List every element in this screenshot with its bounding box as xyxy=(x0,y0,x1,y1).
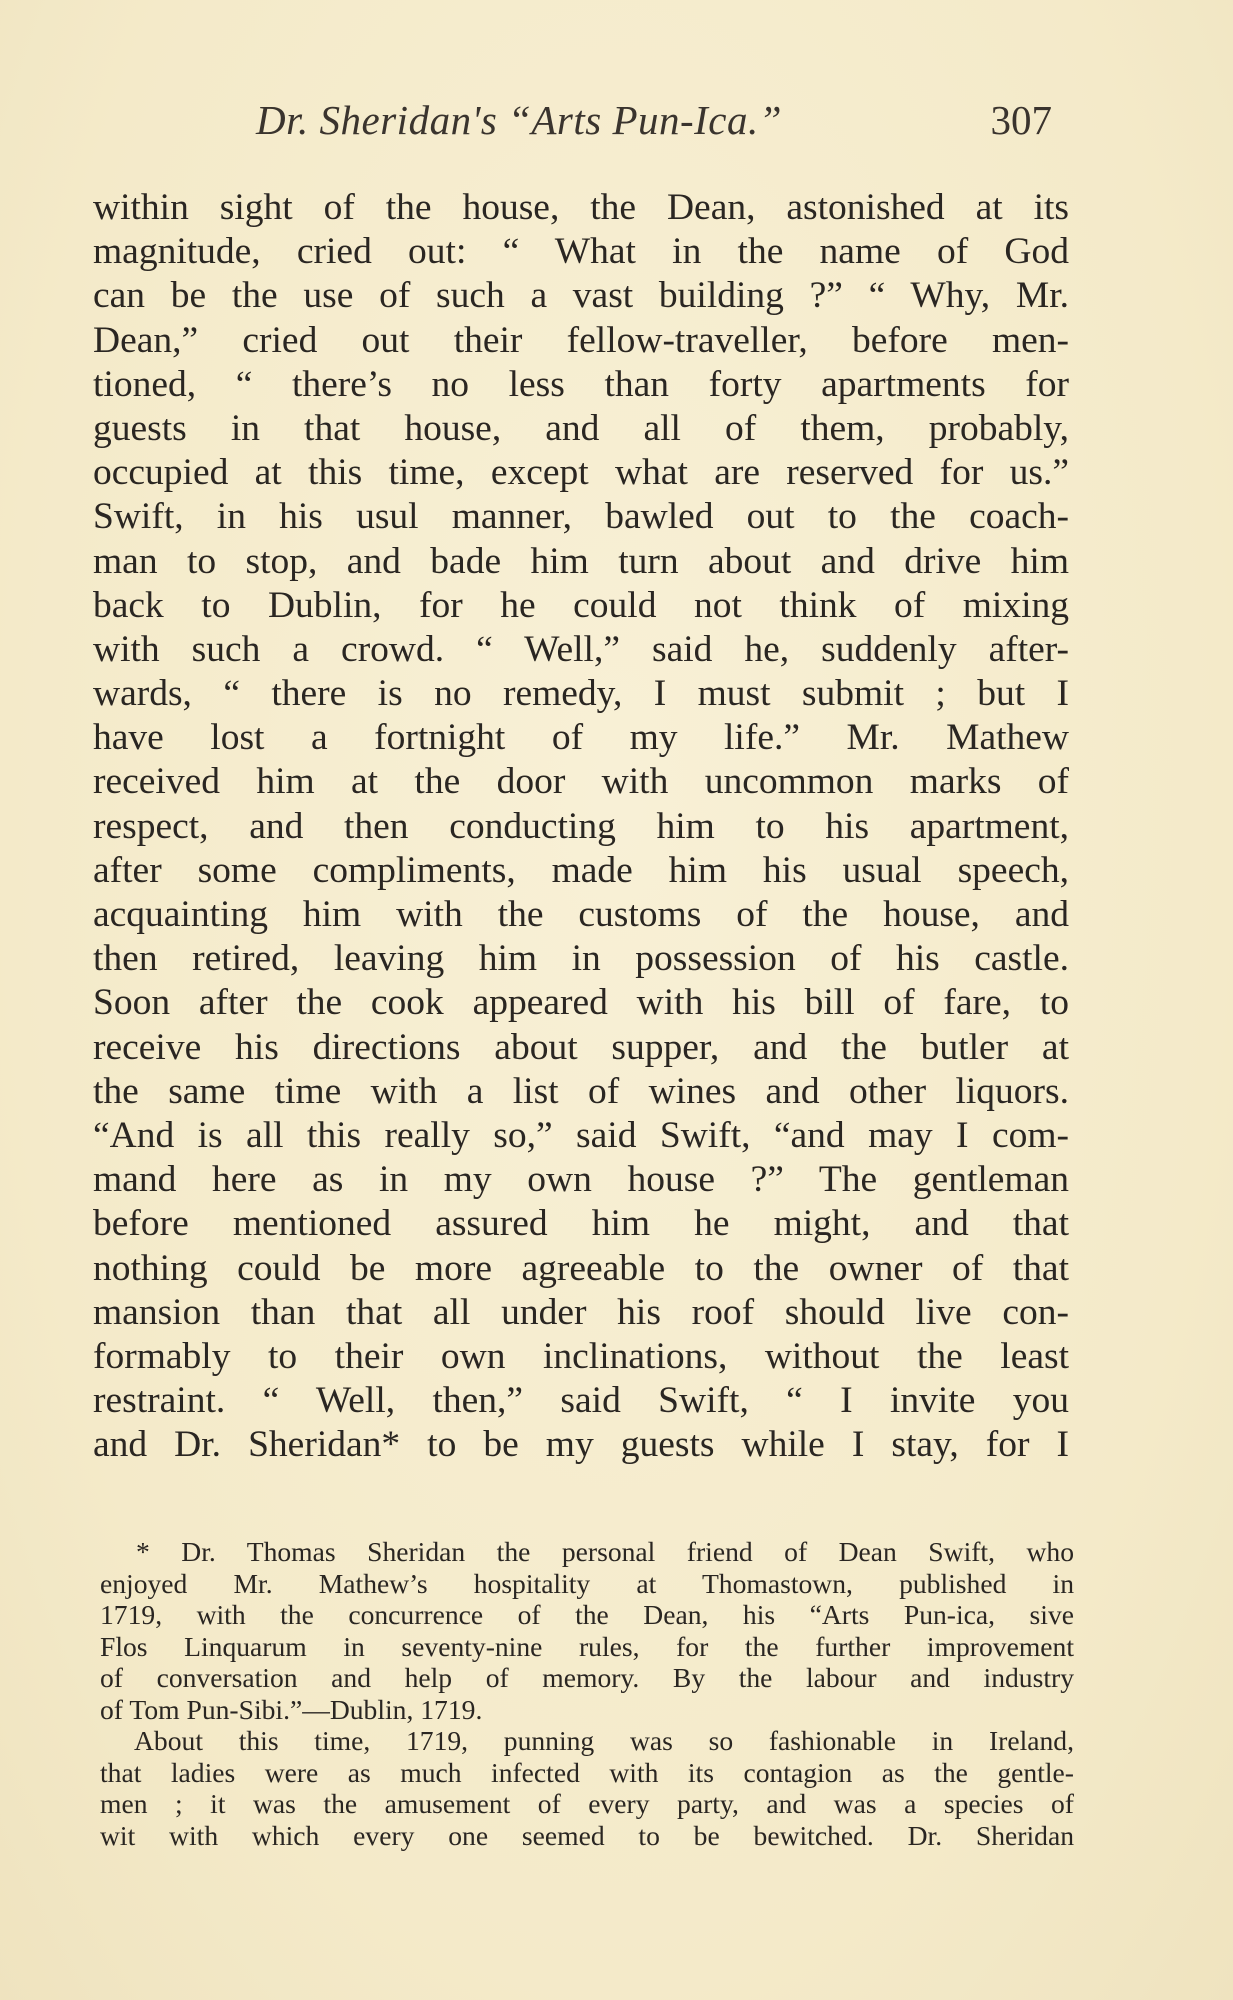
body-line: occupied at this time, except what are reserved for us.” xyxy=(93,452,1069,494)
body-line: magnitude, cried out: “ What in the name of God xyxy=(93,231,1069,273)
footnote-line: men ; it was the amusement of every party, and was a species of xyxy=(100,1788,1074,1819)
body-line: respect, and then conducting him to his apartment, xyxy=(93,805,1069,847)
body-line: mand here as in my own house ?” The gentleman xyxy=(93,1159,1069,1201)
body-line: can be the use of such a vast building ?” “ Why, Mr. xyxy=(93,275,1069,317)
body-line: “And is all this really so,” said Swift, “and may I com- xyxy=(93,1114,1069,1156)
footnote-line: that ladies were as much infected with its contagion as the gentle- xyxy=(100,1756,1074,1788)
footnote-line: * Dr. Thomas Sheridan the personal friend of Dean Swift, who xyxy=(136,1536,1074,1567)
body-line: receive his directions about supper, and the butler at xyxy=(93,1026,1069,1068)
body-line: received him at the door with uncommon marks of xyxy=(93,761,1069,803)
page-number: 307 xyxy=(990,97,1052,143)
body-line: Swift, in his usul manner, bawled out to the coach- xyxy=(93,496,1069,538)
body-line: wards, “ there is no remedy, I must submit ; but I xyxy=(93,673,1069,715)
running-head xyxy=(96,96,1056,152)
footnote-line: 1719, with the concurrence of the Dean, his “Arts Pun-ica, sive xyxy=(100,1599,1074,1630)
body-line: restraint. “ Well, then,” said Swift, “ I invite you xyxy=(93,1380,1069,1422)
body-line: man to stop, and bade him turn about and drive him xyxy=(93,540,1069,582)
body-line: within sight of the house, the Dean, astonished at its xyxy=(93,187,1069,228)
body-line: before mentioned assured him he might, and that xyxy=(93,1203,1069,1245)
footnote-line: of Tom Pun-Sibi.”—Dublin, 1719. xyxy=(100,1693,483,1725)
footnote-line: of conversation and help of memory. By the labour and industry xyxy=(100,1662,1074,1693)
body-line: after some compliments, made him his usual speech, xyxy=(93,849,1069,891)
body-line: and Dr. Sheridan* to be my guests while I stay, for I xyxy=(93,1424,1069,1466)
body-line: back to Dublin, for he could not think of mixing xyxy=(93,584,1069,626)
body-line: acquainting him with the customs of the house, and xyxy=(93,894,1069,935)
body-line: Soon after the cook appeared with his bill of fare, to xyxy=(93,982,1069,1024)
body-line: mansion than that all under his roof should live con- xyxy=(93,1291,1069,1333)
body-line: formably to their own inclinations, without the least xyxy=(93,1335,1069,1377)
footnote-line: enjoyed Mr. Mathew’s hospitality at Thomastown, published in xyxy=(100,1567,1074,1599)
footnote-line: wit with which every one seemed to be bewitched. Dr. Sheridan xyxy=(100,1819,1074,1851)
footnote-line: About this time, 1719, punning was so fashionable in Ireland, xyxy=(134,1725,1074,1756)
body-line: Dean,” cried out their fellow-traveller, before men- xyxy=(93,319,1069,361)
body-line: with such a crowd. “ Well,” said he, suddenly after- xyxy=(93,628,1069,670)
body-line: have lost a fortnight of my life.” Mr. Mathew xyxy=(93,717,1069,759)
running-title: Dr. Sheridan's “Arts Pun-Ica.” xyxy=(256,97,783,143)
body-line: nothing could be more agreeable to the owner of that xyxy=(93,1247,1069,1289)
footnote xyxy=(100,1536,1074,1851)
body-line: then retired, leaving him in possession of his castle. xyxy=(93,938,1069,980)
body-line: guests in that house, and all of them, probably, xyxy=(93,407,1069,449)
body-line: tioned, “ there’s no less than forty apartments for xyxy=(93,363,1069,405)
body-line: the same time with a list of wines and other liquors. xyxy=(93,1070,1069,1112)
body-text xyxy=(93,186,1069,1467)
footnote-line: Flos Linquarum in seventy-nine rules, for the further improvement xyxy=(100,1630,1074,1662)
